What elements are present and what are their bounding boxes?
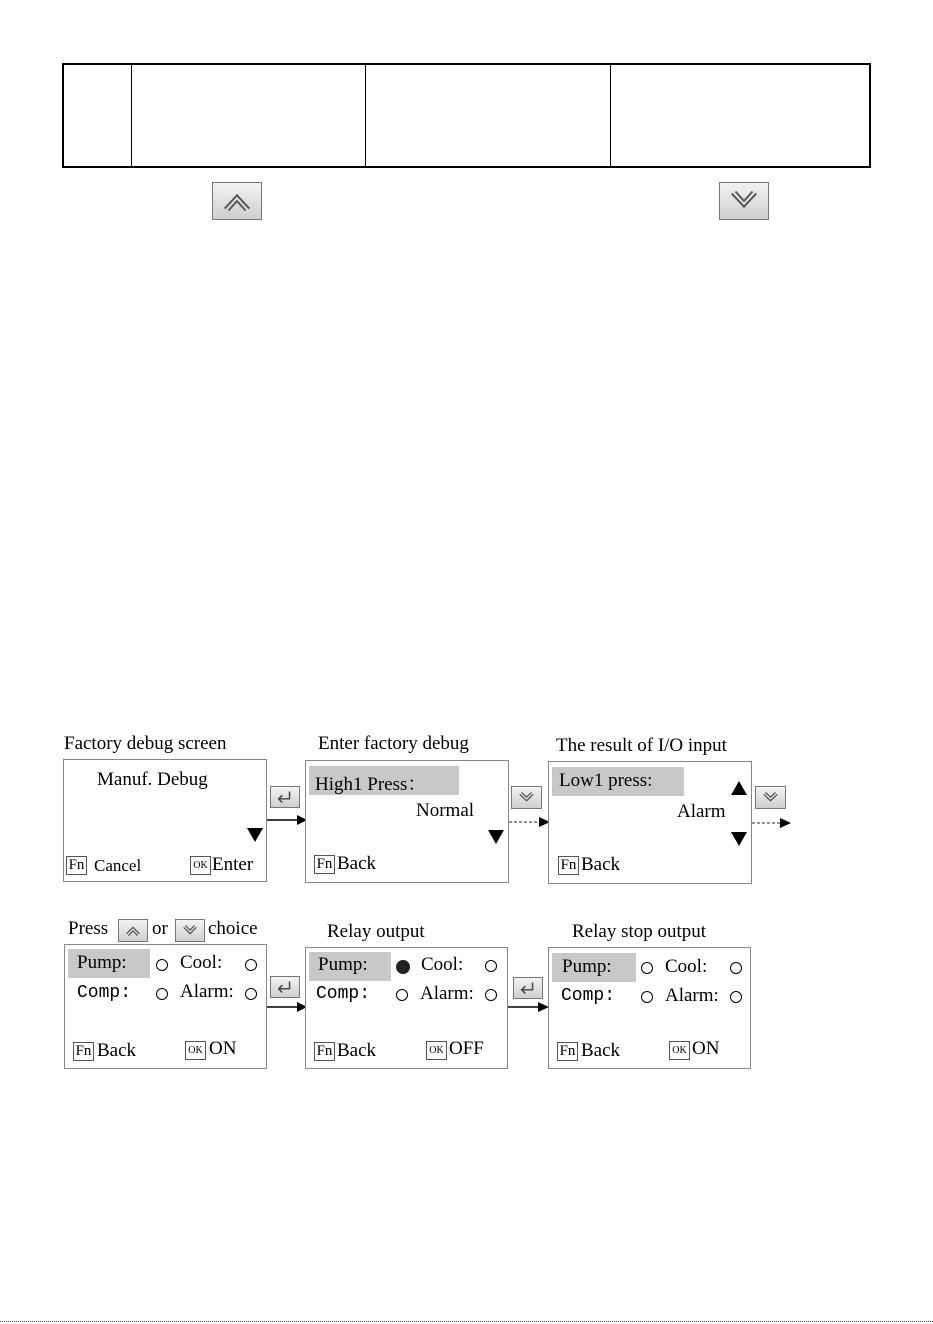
enter-key-icon	[513, 977, 543, 999]
back-label: Back	[337, 1040, 377, 1061]
down-key-icon	[175, 919, 205, 942]
alarm-indicator	[485, 989, 497, 1001]
alarm-label: Alarm:	[420, 983, 474, 1004]
cancel-label: Cancel	[94, 856, 142, 875]
pump-indicator	[156, 959, 168, 971]
scroll-up-icon	[731, 781, 747, 795]
cool-indicator	[730, 962, 742, 974]
on-label: ON	[692, 1038, 720, 1059]
off-label: OFF	[449, 1038, 484, 1059]
fn-key-icon: Fn	[558, 856, 579, 875]
back-label: Back	[581, 854, 621, 875]
down-key-icon	[755, 786, 786, 809]
cool-indicator	[485, 960, 497, 972]
table-cell	[64, 65, 131, 166]
alarm-label: Alarm:	[665, 985, 719, 1006]
cool-label: Cool:	[180, 952, 223, 973]
enter-key-icon	[270, 976, 300, 998]
caption-or: or	[152, 918, 168, 939]
alarm-indicator	[245, 988, 257, 1000]
relay-choice-screen	[64, 944, 267, 1069]
enter-label: Enter	[212, 854, 254, 875]
caption-press: Press	[68, 918, 109, 939]
scroll-down-icon	[488, 830, 504, 844]
down-key-icon	[719, 182, 769, 220]
caption-relay-stop-output: Relay stop output	[572, 921, 707, 942]
scroll-down-icon	[247, 828, 263, 842]
status-value: Normal	[416, 800, 475, 821]
table-cell	[610, 65, 869, 166]
pump-indicator	[641, 962, 653, 974]
scroll-down-icon	[731, 832, 747, 846]
caption-press-choice	[68, 918, 108, 940]
comp-indicator	[641, 991, 653, 1003]
comp-indicator	[156, 988, 168, 1000]
up-key-icon	[212, 182, 262, 220]
fn-key-icon: Fn	[557, 1042, 578, 1061]
back-label: Back	[337, 853, 377, 874]
enter-key-icon	[270, 786, 300, 808]
back-label: Back	[97, 1040, 137, 1061]
ok-key-icon: OK	[426, 1041, 447, 1060]
screen-title: Manuf. Debug	[97, 769, 208, 790]
caption-choice: choice	[208, 918, 258, 939]
alarm-label: Alarm:	[180, 981, 234, 1002]
flow-arrow	[508, 1000, 550, 1014]
comp-indicator	[396, 989, 408, 1001]
enter-factory-debug-screen	[305, 760, 509, 883]
fn-key-icon: Fn	[73, 1042, 94, 1061]
flow-arrow	[752, 816, 792, 830]
caption-factory-debug-screen: Factory debug screen	[64, 733, 227, 754]
caption-enter-factory-debug: Enter factory debug	[318, 733, 469, 754]
relay-output-screen	[305, 947, 508, 1069]
table-cell	[365, 65, 610, 166]
comp-label: Comp:	[77, 983, 132, 1003]
page-edge-rule	[0, 1321, 933, 1322]
fn-key-icon: Fn	[314, 855, 335, 874]
ok-key-icon: OK	[669, 1041, 690, 1060]
caption-io-input-result: The result of I/O input	[556, 735, 727, 756]
table-cell	[131, 65, 365, 166]
caption-relay-output: Relay output	[327, 921, 425, 942]
low1-press-item: Low1 press:	[559, 770, 653, 791]
flow-arrow	[267, 812, 307, 826]
back-label: Back	[581, 1040, 621, 1061]
fn-key-icon: Fn	[314, 1042, 335, 1061]
comp-label: Comp:	[316, 984, 371, 1004]
flow-arrow	[509, 815, 551, 829]
status-value: Alarm	[677, 801, 726, 822]
down-key-icon	[511, 786, 542, 809]
relay-stop-output-screen	[548, 947, 751, 1069]
alarm-indicator	[730, 991, 742, 1003]
cool-indicator	[245, 959, 257, 971]
on-label: ON	[209, 1038, 237, 1059]
pump-label: Pump:	[562, 956, 612, 977]
pump-indicator-on	[396, 960, 410, 974]
ok-key-icon: OK	[185, 1041, 206, 1060]
pump-label: Pump:	[318, 954, 368, 975]
io-input-result-screen	[548, 761, 752, 884]
ok-key-icon: OK	[190, 856, 211, 875]
comp-label: Comp:	[561, 986, 616, 1006]
cool-label: Cool:	[665, 956, 708, 977]
pump-label: Pump:	[77, 952, 127, 973]
top-table	[62, 63, 871, 168]
factory-debug-screen	[63, 759, 267, 882]
flow-arrow	[267, 1000, 307, 1014]
high1-press-item: High1 Press：	[315, 774, 427, 795]
up-key-icon	[118, 919, 148, 942]
fn-key-icon: Fn	[66, 856, 87, 875]
cool-label: Cool:	[421, 954, 464, 975]
